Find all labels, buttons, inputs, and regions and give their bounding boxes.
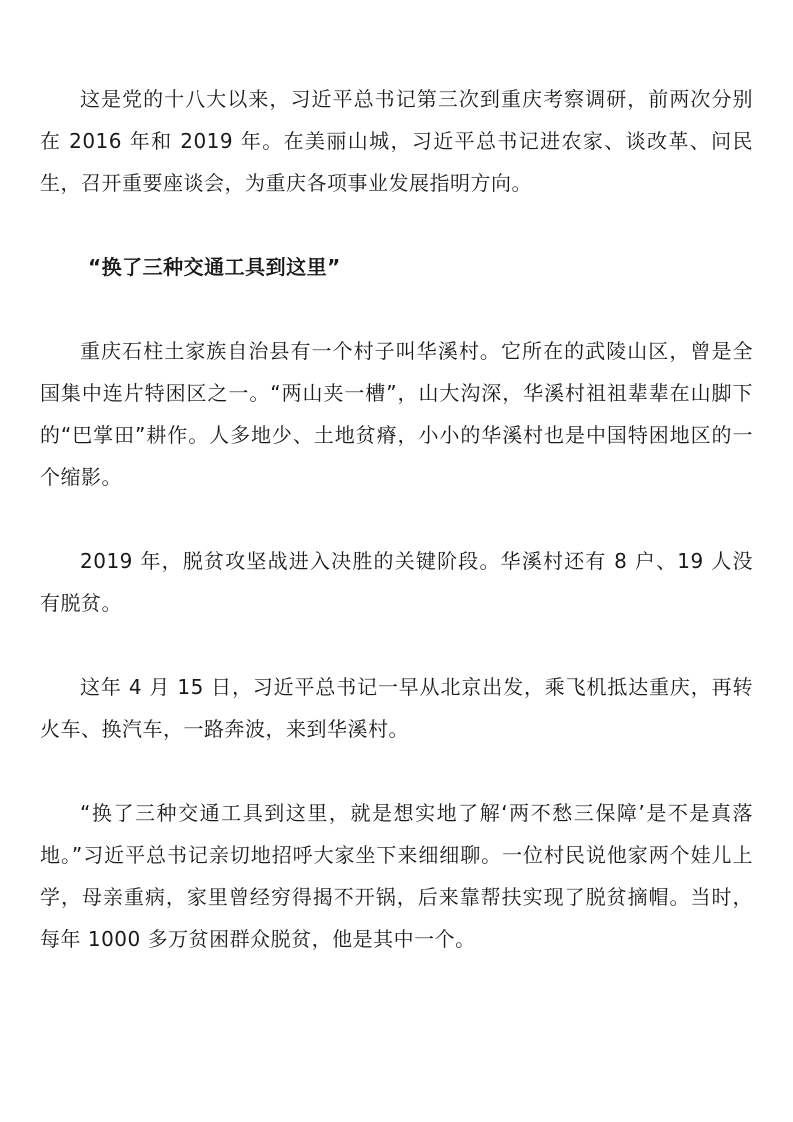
section-heading: “换了三种交通工具到这里” xyxy=(88,255,341,279)
journey-paragraph: 这年 4 月 15 日，习近平总书记一早从北京出发，乘飞机抵达重庆，再转火车、换汽车，一路奔波，来到华溪村。 xyxy=(40,675,753,741)
village-paragraph: 重庆石柱土家族自治县有一个村子叫华溪村。它所在的武陵山区，曾是全国集中连片特困区之一。“两山夹一槽”，山大沟深，华溪村祖祖辈辈在山脚下的“巴掌田”耕作。人多地少、土地贫瘠，小小的华溪村也是中国特困地区的一个缩影。 xyxy=(40,339,753,489)
paragraph-spacer xyxy=(40,288,753,330)
poverty-paragraph: 2019 年，脱贫攻坚战进入决胜的关键阶段。华溪村还有 8 户、19 人没有脱贫。 xyxy=(40,549,753,615)
paragraph-spacer xyxy=(40,750,753,792)
quote-paragraph: “换了三种交通工具到这里，就是想实地了解‘两不愁三保障’是不是真落地。”习近平总书记亲切地招呼大家坐下来细细聊。一位村民说他家两个娃儿上学，母亲重病，家里曾经穷得揭不开锅，后来靠帮扶实现了脱贫摘帽。当时，每年 1000 多万贫困群众脱贫，他是其中一个。 xyxy=(40,801,753,951)
paragraph-spacer xyxy=(40,204,753,246)
paragraph-spacer xyxy=(40,624,753,666)
paragraph-spacer xyxy=(40,498,753,540)
intro-paragraph: 这是党的十八大以来，习近平总书记第三次到重庆考察调研，前两次分别在 2016 年和 2019 年。在美丽山城，习近平总书记进农家、谈改革、问民生，召开重要座谈会，为重庆各项事业发展指明方向。 xyxy=(40,87,753,195)
